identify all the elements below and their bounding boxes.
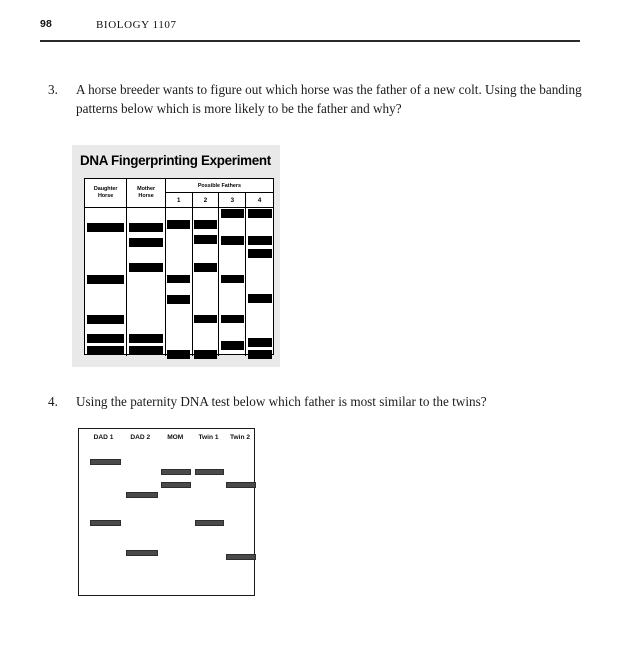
gel-band bbox=[87, 275, 124, 285]
paternity-band bbox=[195, 469, 225, 475]
paternity-band bbox=[126, 550, 158, 556]
header-daughter-line1: Daughter bbox=[93, 186, 118, 192]
gel-band bbox=[87, 346, 124, 356]
gel-band bbox=[129, 334, 163, 344]
header-divider bbox=[40, 40, 580, 42]
gel-lane bbox=[219, 208, 246, 356]
gel-band bbox=[167, 350, 190, 359]
question-4-number: 4. bbox=[48, 394, 58, 409]
gel-band bbox=[87, 334, 124, 344]
gel-band bbox=[221, 209, 244, 218]
gel-band bbox=[221, 275, 244, 284]
header-daughter-line2: Horse bbox=[98, 193, 114, 199]
gel-band bbox=[167, 220, 190, 229]
gel-band bbox=[129, 223, 163, 233]
figure-title: DNA Fingerprinting Experiment bbox=[80, 153, 271, 168]
gel-band bbox=[248, 209, 272, 218]
header-father-2: 2 bbox=[193, 193, 220, 208]
paternity-band bbox=[90, 459, 122, 465]
gel-lane bbox=[246, 208, 273, 356]
paternity-lane-label: Twin 1 bbox=[198, 434, 219, 441]
gel-band bbox=[129, 346, 163, 356]
gel-band bbox=[194, 235, 217, 244]
header-mother-horse bbox=[127, 179, 166, 207]
gel-band bbox=[248, 338, 272, 347]
paternity-band bbox=[126, 492, 158, 498]
header-daughter-horse bbox=[85, 179, 127, 207]
gel-lane bbox=[127, 208, 166, 356]
paternity-lane-label: DAD 1 bbox=[93, 434, 114, 441]
question-3-number: 3. bbox=[48, 82, 58, 97]
header-father-3: 3 bbox=[219, 193, 246, 208]
gel-band bbox=[194, 263, 217, 272]
paternity-lane-label: MOM bbox=[167, 434, 184, 441]
paternity-band bbox=[161, 482, 191, 488]
gel-lane bbox=[193, 208, 220, 356]
page-number: 98 bbox=[40, 18, 53, 30]
header-mother-line1: Mother bbox=[137, 186, 156, 192]
paternity-band bbox=[90, 520, 122, 526]
header-possible-fathers-label: Possible Fathers bbox=[166, 179, 273, 193]
question-3-text: A horse breeder wants to figure out which horse was the father of a new colt. Using the banding patterns below which is more likely to be the father and why? bbox=[76, 82, 582, 116]
gel-lanes-area bbox=[85, 208, 273, 356]
gel-band bbox=[167, 295, 190, 304]
gel-band bbox=[248, 236, 272, 245]
paternity-test-figure bbox=[78, 428, 255, 596]
gel-band bbox=[87, 223, 124, 233]
paternity-lane-label: Twin 2 bbox=[229, 434, 251, 441]
question-4-text: Using the paternity DNA test below which father is most similar to the twins? bbox=[76, 394, 487, 409]
gel-band bbox=[129, 263, 163, 273]
paternity-band bbox=[226, 482, 256, 488]
paternity-lane-label: DAD 2 bbox=[130, 434, 151, 441]
gel-band bbox=[194, 220, 217, 229]
paternity-band bbox=[226, 554, 256, 560]
gel-band bbox=[194, 350, 217, 359]
gel-band bbox=[248, 350, 272, 359]
header-possible-fathers-group bbox=[166, 179, 273, 207]
gel-band bbox=[129, 238, 163, 248]
gel-band bbox=[221, 315, 244, 324]
gel-band bbox=[221, 341, 244, 350]
header-father-1: 1 bbox=[166, 193, 193, 208]
gel-band bbox=[248, 294, 272, 303]
gel-band bbox=[221, 236, 244, 245]
gel-band bbox=[167, 275, 190, 284]
header-mother-line2: Horse bbox=[138, 193, 154, 199]
course-title: BIOLOGY 1107 bbox=[96, 19, 177, 31]
paternity-band bbox=[195, 520, 225, 526]
gel-table-header bbox=[85, 179, 273, 208]
dna-fingerprinting-figure bbox=[72, 145, 280, 367]
gel-band bbox=[87, 315, 124, 325]
gel-band bbox=[194, 315, 217, 324]
gel-table bbox=[84, 178, 274, 355]
page-header bbox=[40, 18, 580, 40]
gel-lane bbox=[85, 208, 127, 356]
header-father-4: 4 bbox=[257, 197, 262, 204]
gel-lane bbox=[166, 208, 193, 356]
gel-band bbox=[248, 249, 272, 258]
paternity-band bbox=[161, 469, 191, 475]
